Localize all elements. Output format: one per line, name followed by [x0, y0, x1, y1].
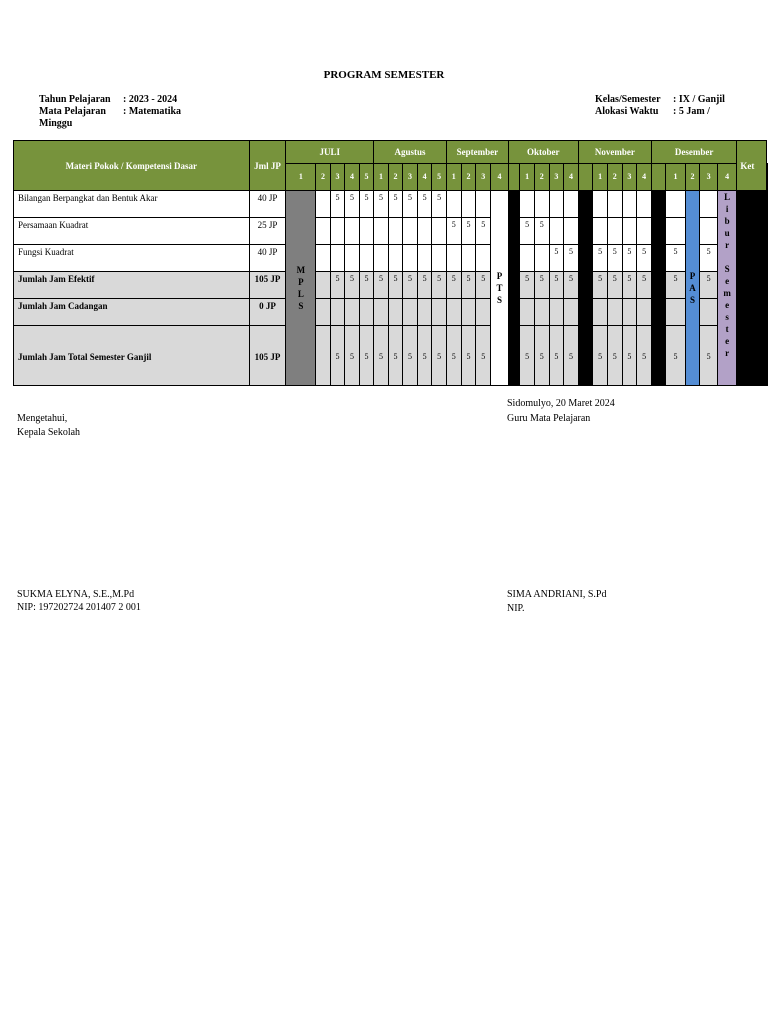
week-cell: 5	[403, 272, 418, 299]
week-cell	[403, 299, 418, 326]
principal-nip: NIP: 197202724 201407 2 001	[17, 602, 141, 613]
week-cell	[316, 299, 330, 326]
vertical-letter	[718, 251, 737, 263]
week-cell	[666, 191, 685, 218]
ket-cell	[767, 272, 768, 299]
month-september: September	[446, 141, 508, 164]
row-jml-jp: 40 JP	[249, 245, 286, 272]
row-materi: Jumlah Jam Efektif	[14, 272, 250, 299]
week-cell: 5	[432, 326, 447, 386]
week-cell: 5	[374, 326, 389, 386]
week-cell: 5	[388, 272, 403, 299]
vertical-letter: u	[724, 228, 730, 238]
black-divider	[578, 191, 593, 386]
ket-cell	[767, 299, 768, 326]
week-cell: 5	[359, 272, 373, 299]
vertical-letter: r	[725, 348, 730, 358]
week-cell: 5	[622, 272, 637, 299]
meta-label: Kelas/Semester	[595, 94, 661, 105]
week-cell: 5	[637, 326, 652, 386]
header-ket: Ket	[737, 141, 767, 191]
week-cell: 5	[666, 272, 685, 299]
row-materi: Jumlah Jam Cadangan	[14, 299, 250, 326]
week-cell: 5	[417, 326, 432, 386]
week-cell	[388, 299, 403, 326]
week-cell: 5	[700, 245, 717, 272]
principal-name: SUKMA ELYNA, S.E.,M.Pd	[17, 589, 135, 600]
week-header: 2	[461, 164, 476, 191]
week-header: 1	[593, 164, 608, 191]
week-cell	[593, 191, 608, 218]
week-cell: 5	[432, 191, 447, 218]
row-materi: Fungsi Kuadrat	[14, 245, 250, 272]
week-cell	[564, 299, 579, 326]
week-cell	[549, 191, 564, 218]
week-cell	[637, 218, 652, 245]
week-header-blank	[651, 164, 665, 191]
week-header: 5	[432, 164, 447, 191]
mpls-block	[286, 191, 316, 386]
month-juli: JULI	[286, 141, 374, 164]
week-cell: 5	[374, 272, 389, 299]
week-cell	[476, 191, 491, 218]
week-cell: 5	[403, 191, 418, 218]
week-header: 4	[564, 164, 579, 191]
week-cell	[549, 299, 564, 326]
week-cell: 5	[534, 218, 549, 245]
teacher-nip: NIP.	[507, 603, 525, 614]
pas-block	[685, 191, 700, 386]
week-cell: 5	[476, 218, 491, 245]
week-cell	[593, 299, 608, 326]
week-cell: 5	[476, 272, 491, 299]
week-cell	[432, 245, 447, 272]
week-cell: 5	[637, 245, 652, 272]
week-cell	[622, 191, 637, 218]
week-cell	[403, 218, 418, 245]
page-title: PROGRAM SEMESTER	[323, 69, 445, 81]
meta-label: Alokasi Waktu	[595, 106, 659, 117]
pts-block	[491, 191, 509, 386]
week-cell: 5	[388, 191, 403, 218]
week-cell	[461, 245, 476, 272]
week-cell	[520, 191, 535, 218]
week-cell: 5	[666, 245, 685, 272]
week-cell: 5	[520, 218, 535, 245]
teacher-name: SIMA ANDRIANI, S.Pd	[507, 589, 607, 600]
week-header: 5	[359, 164, 373, 191]
vertical-letter: t	[725, 324, 729, 334]
week-cell: 5	[330, 272, 344, 299]
week-cell	[520, 299, 535, 326]
week-cell: 5	[520, 272, 535, 299]
week-cell	[316, 272, 330, 299]
vertical-letter: S	[298, 301, 304, 311]
month-november: November	[578, 141, 651, 164]
teacher-role: Guru Mata Pelajaran	[507, 413, 591, 424]
week-header: 1	[446, 164, 461, 191]
week-header: 3	[622, 164, 637, 191]
week-header-blank	[767, 164, 768, 191]
principal-role: Kepala Sekolah	[17, 427, 81, 438]
week-cell	[446, 299, 461, 326]
semester-program-table	[13, 140, 768, 386]
week-cell: 5	[549, 245, 564, 272]
week-cell: 5	[520, 326, 535, 386]
ket-cell	[767, 191, 768, 218]
week-cell	[345, 299, 359, 326]
week-cell: 5	[700, 272, 717, 299]
meta-value: : 5 Jam /	[673, 106, 710, 117]
week-cell: 5	[446, 272, 461, 299]
vertical-letter: P	[496, 271, 503, 281]
week-cell: 5	[446, 326, 461, 386]
vertical-letter: P	[298, 277, 304, 287]
week-cell	[359, 245, 373, 272]
week-header-blank	[578, 164, 593, 191]
vertical-letter: m	[723, 288, 731, 298]
week-cell	[446, 191, 461, 218]
week-cell: 5	[359, 326, 373, 386]
week-cell: 5	[476, 326, 491, 386]
week-cell: 5	[666, 326, 685, 386]
meta-label: Tahun Pelajaran	[39, 94, 111, 105]
table-row	[14, 191, 768, 218]
week-cell	[700, 191, 717, 218]
week-cell: 5	[417, 272, 432, 299]
week-cell: 5	[461, 272, 476, 299]
week-cell: 5	[534, 272, 549, 299]
vertical-letter: M	[296, 265, 306, 275]
week-cell: 5	[593, 245, 608, 272]
week-header: 4	[417, 164, 432, 191]
week-cell: 5	[461, 218, 476, 245]
week-cell: 5	[622, 326, 637, 386]
month-oktober: Oktober	[508, 141, 578, 164]
week-cell	[388, 245, 403, 272]
week-header: 2	[316, 164, 330, 191]
row-jml-jp: 105 JP	[249, 326, 286, 386]
meta-label: Minggu	[39, 118, 73, 129]
week-cell	[374, 245, 389, 272]
week-header: 2	[607, 164, 622, 191]
week-cell: 5	[374, 191, 389, 218]
week-cell: 5	[593, 326, 608, 386]
month-desember: Desember	[651, 141, 736, 164]
week-cell	[403, 245, 418, 272]
vertical-letter: S	[724, 264, 730, 274]
week-cell	[316, 245, 330, 272]
week-header: 1	[520, 164, 535, 191]
meta-value: : IX / Ganjil	[673, 94, 725, 105]
row-materi: Persamaan Kuadrat	[14, 218, 250, 245]
week-header: 2	[534, 164, 549, 191]
week-cell: 5	[330, 191, 344, 218]
week-cell	[374, 299, 389, 326]
week-cell: 5	[607, 272, 622, 299]
week-header: 2	[685, 164, 700, 191]
meta-label: Mata Pelajaran	[39, 106, 106, 117]
acknowledge-label: Mengetahui,	[17, 413, 68, 424]
week-header-blank	[508, 164, 520, 191]
ket-cell	[767, 218, 768, 245]
week-header: 4	[717, 164, 737, 191]
week-cell: 5	[534, 326, 549, 386]
week-cell: 5	[593, 272, 608, 299]
week-cell	[549, 218, 564, 245]
week-cell	[330, 299, 344, 326]
ket-cell	[767, 326, 768, 386]
black-divider	[737, 191, 767, 386]
week-cell	[330, 218, 344, 245]
week-header: 2	[388, 164, 403, 191]
black-divider	[508, 191, 520, 386]
week-cell: 5	[461, 326, 476, 386]
header-materi: Materi Pokok / Kompetensi Dasar	[14, 141, 250, 191]
black-divider	[651, 191, 665, 386]
week-cell	[534, 191, 549, 218]
week-cell	[637, 299, 652, 326]
week-cell: 5	[564, 326, 579, 386]
vertical-letter: e	[725, 336, 730, 346]
row-materi: Bilangan Berpangkat dan Bentuk Akar	[14, 191, 250, 218]
week-cell	[345, 218, 359, 245]
week-cell	[700, 218, 717, 245]
week-cell: 5	[700, 326, 717, 386]
week-cell: 5	[564, 272, 579, 299]
week-cell: 5	[622, 245, 637, 272]
week-cell: 5	[607, 245, 622, 272]
week-cell: 5	[607, 326, 622, 386]
week-cell: 5	[432, 272, 447, 299]
week-cell: 5	[549, 272, 564, 299]
week-header: 3	[403, 164, 418, 191]
vertical-letter: P	[689, 271, 696, 281]
week-cell	[593, 218, 608, 245]
vertical-letter: T	[496, 283, 503, 293]
row-materi: Jumlah Jam Total Semester Ganjil	[14, 326, 250, 386]
week-header: 4	[345, 164, 359, 191]
vertical-letter: S	[690, 295, 696, 305]
week-header: 3	[476, 164, 491, 191]
week-cell	[607, 299, 622, 326]
week-cell	[564, 218, 579, 245]
meta-value	[123, 118, 181, 130]
week-cell: 5	[330, 326, 344, 386]
week-header: 1	[286, 164, 316, 191]
week-header: 4	[491, 164, 509, 191]
vertical-letter: L	[724, 192, 731, 202]
week-cell: 5	[345, 191, 359, 218]
week-cell	[666, 299, 685, 326]
week-cell	[461, 191, 476, 218]
week-cell	[432, 218, 447, 245]
week-cell: 5	[549, 326, 564, 386]
left-meta	[39, 94, 181, 130]
week-cell: 5	[446, 218, 461, 245]
week-cell: 5	[345, 272, 359, 299]
month-agustus: Agustus	[374, 141, 447, 164]
vertical-letter: b	[724, 216, 730, 226]
week-cell	[520, 245, 535, 272]
week-cell	[359, 218, 373, 245]
week-cell	[446, 245, 461, 272]
week-cell: 5	[564, 245, 579, 272]
week-cell	[330, 245, 344, 272]
row-jml-jp: 25 JP	[249, 218, 286, 245]
libur-semester-block	[717, 191, 737, 386]
week-cell	[374, 218, 389, 245]
week-cell	[316, 218, 330, 245]
week-header: 3	[330, 164, 344, 191]
header-jml-jp: Jml JP	[249, 141, 286, 191]
week-cell	[622, 218, 637, 245]
week-cell	[534, 299, 549, 326]
week-header: 1	[666, 164, 685, 191]
week-cell: 5	[417, 191, 432, 218]
week-cell	[622, 299, 637, 326]
vertical-letter: A	[689, 283, 696, 293]
row-jml-jp: 0 JP	[249, 299, 286, 326]
week-cell	[316, 191, 330, 218]
week-header: 4	[637, 164, 652, 191]
week-cell	[417, 218, 432, 245]
week-cell: 5	[359, 191, 373, 218]
week-cell	[666, 218, 685, 245]
week-cell	[607, 218, 622, 245]
week-cell	[417, 245, 432, 272]
vertical-letter: r	[725, 240, 730, 250]
week-cell	[388, 218, 403, 245]
row-jml-jp: 105 JP	[249, 272, 286, 299]
vertical-letter: e	[725, 276, 730, 286]
week-cell: 5	[388, 326, 403, 386]
right-meta	[595, 94, 725, 118]
meta-value: : 2023 - 2024	[123, 94, 178, 105]
vertical-letter: e	[725, 300, 730, 310]
vertical-letter: L	[297, 289, 304, 299]
place-date: Sidomulyo, 20 Maret 2024	[507, 398, 615, 409]
vertical-letter: s	[725, 312, 729, 322]
week-header: 3	[549, 164, 564, 191]
row-jml-jp: 40 JP	[249, 191, 286, 218]
week-header: 3	[700, 164, 717, 191]
week-cell	[564, 191, 579, 218]
week-cell	[461, 299, 476, 326]
week-cell	[359, 299, 373, 326]
vertical-letter: S	[496, 295, 502, 305]
week-cell: 5	[403, 326, 418, 386]
week-cell	[417, 299, 432, 326]
week-cell	[607, 191, 622, 218]
week-cell	[345, 245, 359, 272]
week-cell	[700, 299, 717, 326]
week-cell	[476, 299, 491, 326]
vertical-letter: i	[725, 204, 729, 214]
meta-value: : Matematika	[123, 106, 182, 117]
week-cell	[476, 245, 491, 272]
ket-cell	[767, 245, 768, 272]
week-cell: 5	[345, 326, 359, 386]
week-cell	[316, 326, 330, 386]
week-cell: 5	[637, 272, 652, 299]
week-cell	[432, 299, 447, 326]
week-cell	[534, 245, 549, 272]
week-cell	[637, 191, 652, 218]
week-header: 1	[374, 164, 389, 191]
